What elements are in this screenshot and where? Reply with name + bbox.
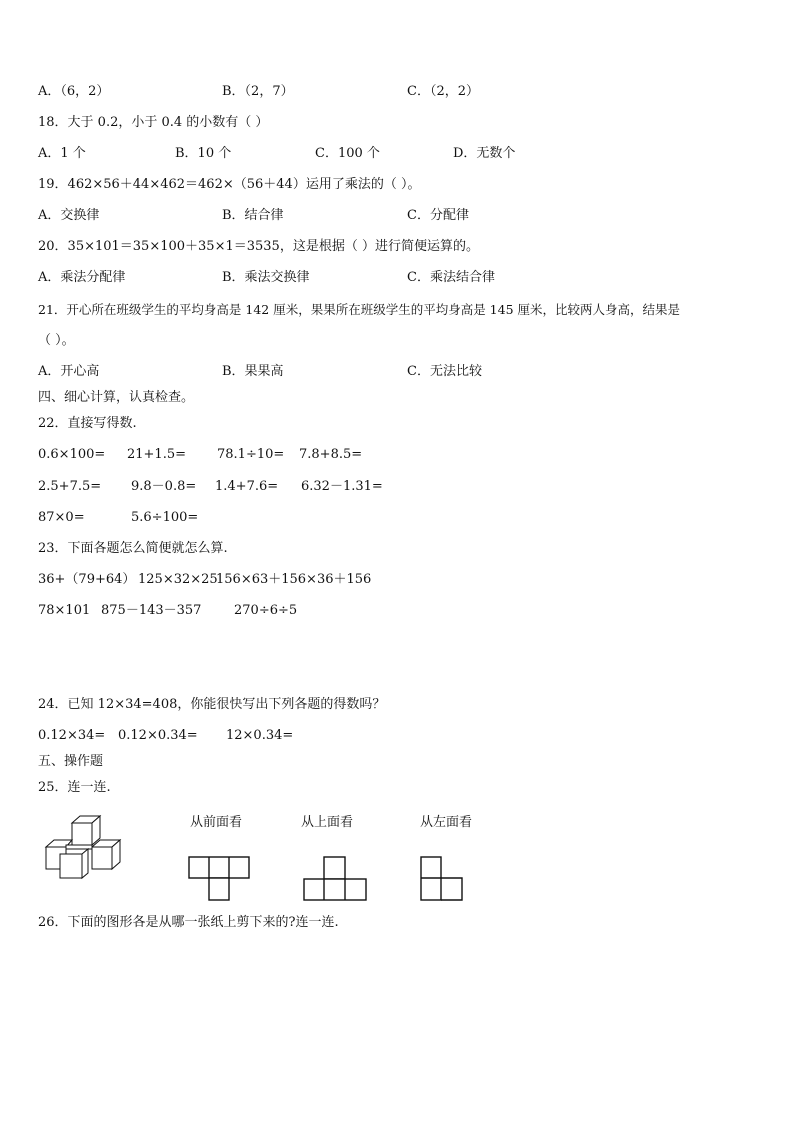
q21-stem-blank: （ ）。 [38, 333, 75, 348]
q25-stem: 25．连一连. [38, 780, 111, 795]
q22-item: 87×0= [38, 510, 85, 525]
q17-option-a: A．（6，2） [38, 84, 110, 99]
q24-item: 12×0.34= [226, 728, 294, 743]
top-view-figure [303, 856, 367, 902]
q20-stem: 20．35×101＝35×100＋35×1＝3535，这是根据（ ）进行简便运算的。 [38, 239, 479, 254]
q18-option-d: D．无数个 [453, 146, 516, 161]
q21-option-c: C．无法比较 [407, 364, 482, 379]
q18-option-c: C．100 个 [315, 146, 380, 161]
front-view-figure [188, 856, 250, 902]
q19-option-b: B．结合律 [222, 208, 284, 223]
q22-item: 6.32－1.31= [301, 479, 383, 494]
left-view-figure [420, 856, 464, 902]
q22-item: 2.5+7.5= [38, 479, 102, 494]
q21-stem: 21．开心所在班级学生的平均身高是 142 厘米，果果所在班级学生的平均身高是 145 厘米，比较两人身高，结果是 [38, 302, 681, 317]
q22-item: 0.6×100= [38, 447, 106, 462]
q22-item: 78.1÷10= [217, 447, 285, 462]
q20-option-a: A．乘法分配律 [38, 270, 126, 285]
q18-option-b: B．10 个 [175, 146, 232, 161]
view-label-left: 从左面看 [420, 815, 473, 830]
q26-stem: 26．下面的图形各是从哪一张纸上剪下来的?连一连. [38, 915, 339, 930]
q17-option-b: B．（2，7） [222, 84, 294, 99]
view-label-front: 从前面看 [190, 815, 243, 830]
q20-option-c: C．乘法结合律 [407, 270, 495, 285]
section-4-heading: 四、细心计算，认真检查。 [38, 390, 195, 405]
q24-item: 0.12×0.34= [118, 728, 198, 743]
q20-option-b: B．乘法交换律 [222, 270, 310, 285]
q21-option-b: B．果果高 [222, 364, 284, 379]
q23-item: 875－143－357 [101, 603, 202, 618]
q23-item: 125×32×25 [138, 572, 218, 587]
q17-option-c: C．（2，2） [407, 84, 479, 99]
q24-stem: 24．已知 12×34=408，你能很快写出下列各题的得数吗？ [38, 697, 386, 712]
q19-option-c: C．分配律 [407, 208, 469, 223]
q18-option-a: A．1 个 [38, 146, 86, 161]
q23-item: 36+（79+64） [38, 572, 136, 587]
q22-item: 21+1.5= [127, 447, 187, 462]
q23-item: 156×63＋156×36＋156 [216, 572, 372, 587]
q18-stem: 18．大于 0.2，小于 0.4 的小数有（ ） [38, 115, 269, 130]
cube-assembly-figure [42, 814, 134, 882]
q23-stem: 23．下面各题怎么简便就怎么算. [38, 541, 228, 556]
q22-item: 9.8－0.8= [131, 479, 197, 494]
q19-stem: 19．462×56＋44×462＝462×（56＋44）运用了乘法的（ ）。 [38, 177, 421, 192]
view-label-top: 从上面看 [301, 815, 354, 830]
q23-item: 270÷6÷5 [234, 603, 298, 618]
q22-item: 7.8+8.5= [299, 447, 363, 462]
q21-option-a: A．开心高 [38, 364, 100, 379]
q23-item: 78×101 [38, 603, 91, 618]
q19-option-a: A．交换律 [38, 208, 100, 223]
section-5-heading: 五、操作题 [38, 754, 104, 769]
q22-item: 1.4+7.6= [215, 479, 279, 494]
q22-stem: 22．直接写得数. [38, 416, 137, 431]
q22-item: 5.6÷100= [131, 510, 199, 525]
q24-item: 0.12×34= [38, 728, 106, 743]
